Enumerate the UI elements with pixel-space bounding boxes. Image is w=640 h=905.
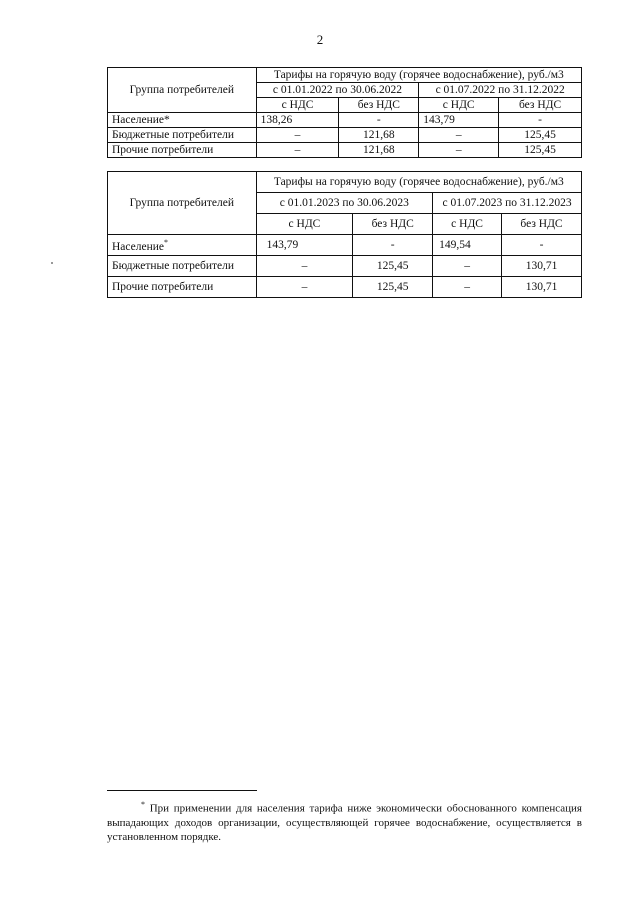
scan-speck xyxy=(51,262,53,264)
table-cell: 149,54 xyxy=(433,235,502,256)
page-number: 2 xyxy=(316,32,324,47)
subheader-no-vat: без НДС xyxy=(353,214,433,235)
period-header-2: с 01.07.2022 по 31.12.2022 xyxy=(419,83,582,98)
tariff-table-2023 xyxy=(107,171,582,298)
footnote-rule xyxy=(107,790,257,791)
table-cell: - xyxy=(499,113,582,128)
group-header: Группа потребителей xyxy=(108,172,257,235)
table-cell: - xyxy=(502,235,582,256)
period-header-1: с 01.01.2022 по 30.06.2022 xyxy=(256,83,419,98)
row-label xyxy=(108,128,257,143)
table-cell: 138,26 xyxy=(256,113,339,128)
table-row xyxy=(108,256,582,277)
group-header: Группа потребителей xyxy=(108,68,257,113)
table-row xyxy=(108,143,582,158)
tariff-header: Тарифы на горячую воду (горячее водоснабжение), руб./м3 xyxy=(256,172,581,193)
table-row xyxy=(108,128,582,143)
table-cell: – xyxy=(256,256,353,277)
row-name: Бюджетные потребители xyxy=(112,128,235,141)
table-cell: – xyxy=(433,256,502,277)
table-cell: 125,45 xyxy=(353,256,433,277)
table-row xyxy=(108,235,582,256)
row-label xyxy=(108,143,257,158)
footnote-text: При применении для населения тарифа ниже экономически обоснованного компенсация выпадающих доходов организации, осуществляющей горячее водоснабжение, осуществляется в установленном порядке. xyxy=(107,802,582,843)
subheader-no-vat: без НДС xyxy=(339,98,419,113)
table-cell: – xyxy=(256,143,339,158)
tariff-table-2022 xyxy=(107,67,582,158)
footnote-mark: * xyxy=(164,113,170,126)
tariff-header: Тарифы на горячую воду (горячее водоснабжение), руб./м3 xyxy=(256,68,581,83)
table-cell: 125,45 xyxy=(499,128,582,143)
table-cell: – xyxy=(256,277,353,298)
table-row xyxy=(108,113,582,128)
table-cell: 125,45 xyxy=(353,277,433,298)
table-cell: – xyxy=(433,277,502,298)
row-name: Прочие потребители xyxy=(112,281,214,293)
subheader-vat: с НДС xyxy=(256,214,353,235)
row-label xyxy=(108,277,257,298)
table-cell: – xyxy=(256,128,339,143)
table-cell: 121,68 xyxy=(339,128,419,143)
table-row xyxy=(108,277,582,298)
subheader-no-vat: без НДС xyxy=(502,214,582,235)
row-name: Бюджетные потребители xyxy=(112,260,235,272)
subheader-vat: с НДС xyxy=(419,98,499,113)
table-cell: 130,71 xyxy=(502,277,582,298)
table-cell: 130,71 xyxy=(502,256,582,277)
row-name: Население xyxy=(112,240,165,253)
table-cell: 143,79 xyxy=(419,113,499,128)
footnote xyxy=(107,798,582,844)
row-name: Население xyxy=(112,113,165,126)
row-name: Прочие потребители xyxy=(112,143,214,156)
period-header-1: с 01.01.2023 по 30.06.2023 xyxy=(256,193,433,214)
footnote-mark: * xyxy=(141,800,145,809)
period-header-2: с 01.07.2023 по 31.12.2023 xyxy=(433,193,582,214)
table-cell: – xyxy=(419,128,499,143)
subheader-vat: с НДС xyxy=(256,98,339,113)
table-cell: - xyxy=(353,235,433,256)
table-cell: - xyxy=(339,113,419,128)
table-cell: 143,79 xyxy=(256,235,353,256)
row-label xyxy=(108,113,257,128)
subheader-vat: с НДС xyxy=(433,214,502,235)
row-label xyxy=(108,235,257,256)
row-label xyxy=(108,256,257,277)
footnote-mark: * xyxy=(164,238,169,248)
table-cell: – xyxy=(419,143,499,158)
table-cell: 121,68 xyxy=(339,143,419,158)
subheader-no-vat: без НДС xyxy=(499,98,582,113)
table-cell: 125,45 xyxy=(499,143,582,158)
